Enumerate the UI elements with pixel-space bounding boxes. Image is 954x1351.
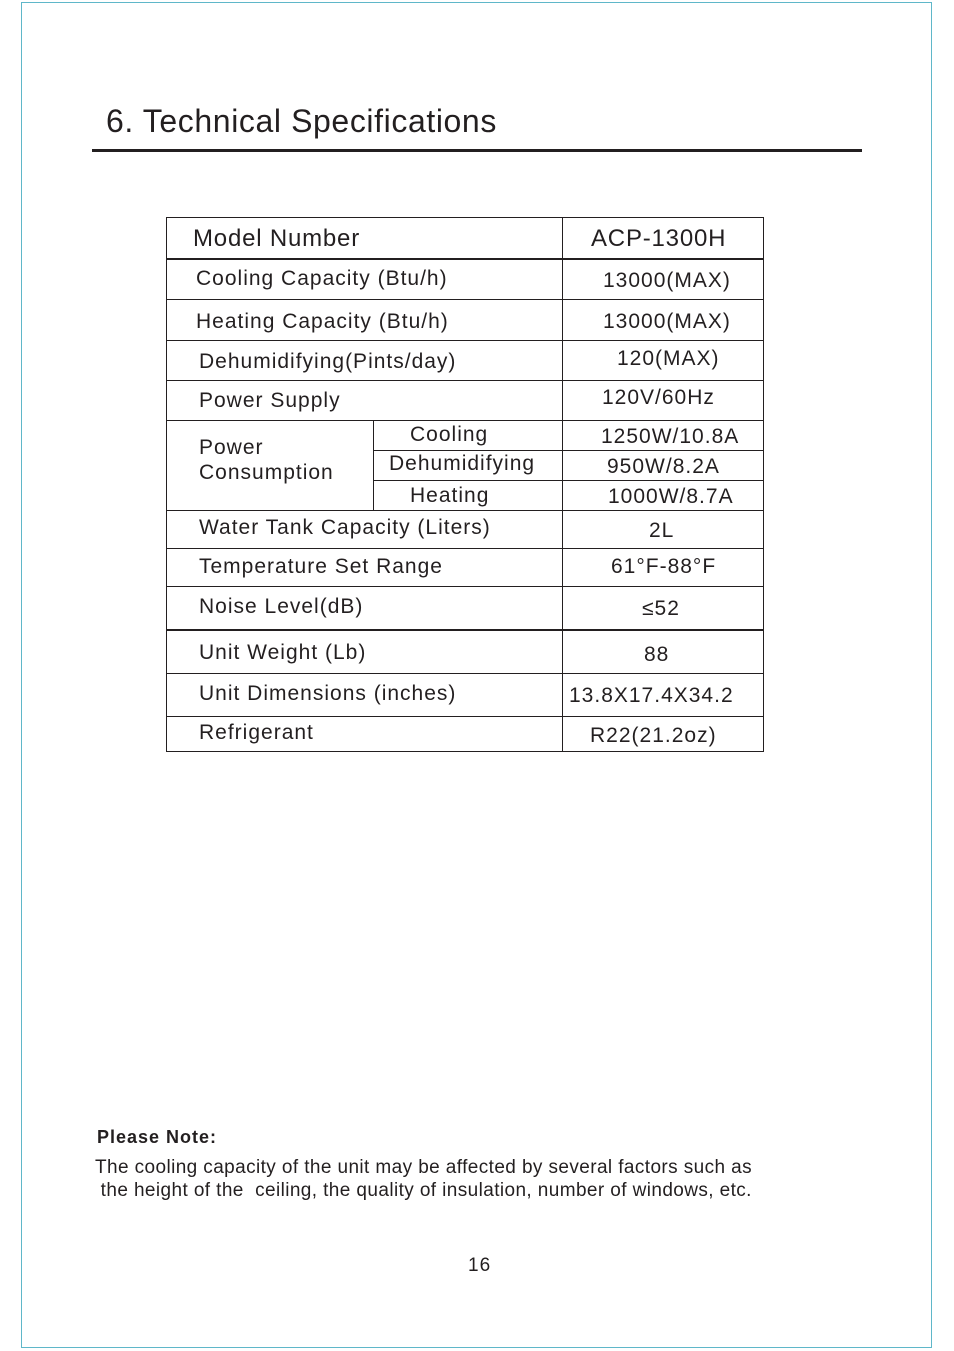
power-cooling-value: 1250W/10.8A	[601, 425, 740, 448]
page-number: 16	[468, 1255, 492, 1276]
water-tank-value: 2L	[649, 519, 675, 542]
note-text-line-2: the height of the ceiling, the quality of insulation, number of windows, etc.	[95, 1180, 752, 1201]
row-line	[166, 548, 764, 549]
row-line	[166, 673, 764, 674]
model-number-label: Model Number	[193, 225, 360, 252]
row-line	[166, 716, 764, 717]
power-mode-cooling: Cooling	[410, 423, 489, 446]
power-dehumidifying-value: 950W/8.2A	[607, 455, 720, 478]
power-consumption-label: Consumption	[199, 461, 334, 484]
power-mode-heating: Heating	[410, 484, 490, 507]
cooling-capacity-value: 13000(MAX)	[603, 269, 731, 292]
row-line	[166, 380, 764, 381]
temperature-range-label: Temperature Set Range	[199, 555, 443, 578]
row-line	[166, 340, 764, 341]
row-line	[166, 299, 764, 300]
row-line	[166, 258, 764, 260]
table-bottom-border	[166, 751, 764, 752]
model-number-value: ACP-1300H	[591, 225, 727, 252]
power-supply-label: Power Supply	[199, 389, 341, 412]
unit-dimensions-label: Unit Dimensions (inches)	[199, 682, 457, 705]
power-subcolumn-divider	[373, 420, 374, 511]
note-title: Please Note:	[97, 1127, 218, 1147]
row-line	[166, 510, 764, 511]
sub-row-line	[373, 480, 764, 481]
page-title: 6. Technical Specifications	[106, 103, 497, 139]
noise-level-value: ≤52	[642, 597, 680, 620]
refrigerant-value: R22(21.2oz)	[590, 724, 717, 747]
refrigerant-label: Refrigerant	[199, 721, 314, 744]
unit-weight-label: Unit Weight (Lb)	[199, 641, 367, 664]
cooling-capacity-label: Cooling Capacity (Btu/h)	[196, 267, 448, 290]
power-consumption-label: Power	[199, 436, 264, 459]
unit-dimensions-value: 13.8X17.4X34.2	[569, 684, 734, 707]
power-heating-value: 1000W/8.7A	[608, 485, 734, 508]
heating-capacity-label: Heating Capacity (Btu/h)	[196, 310, 449, 333]
sub-row-line	[373, 450, 764, 451]
row-line	[166, 586, 764, 587]
table-right-border	[763, 217, 764, 752]
power-supply-value: 120V/60Hz	[602, 386, 715, 409]
row-line	[166, 629, 764, 631]
table-top-border	[166, 217, 764, 218]
table-column-divider	[562, 217, 563, 752]
row-line	[166, 420, 764, 421]
unit-weight-value: 88	[644, 643, 670, 666]
noise-level-label: Noise Level(dB)	[199, 595, 364, 618]
dehumidifying-value: 120(MAX)	[617, 347, 720, 370]
temperature-range-value: 61°F-88°F	[611, 555, 717, 578]
dehumidifying-label: Dehumidifying(Pints/day)	[199, 350, 457, 373]
heating-capacity-value: 13000(MAX)	[603, 310, 731, 333]
note-text-line-1: The cooling capacity of the unit may be affected by several factors such as	[95, 1157, 752, 1178]
table-left-border	[166, 217, 167, 752]
power-mode-dehumidifying: Dehumidifying	[389, 452, 536, 475]
water-tank-label: Water Tank Capacity (Liters)	[199, 516, 491, 539]
